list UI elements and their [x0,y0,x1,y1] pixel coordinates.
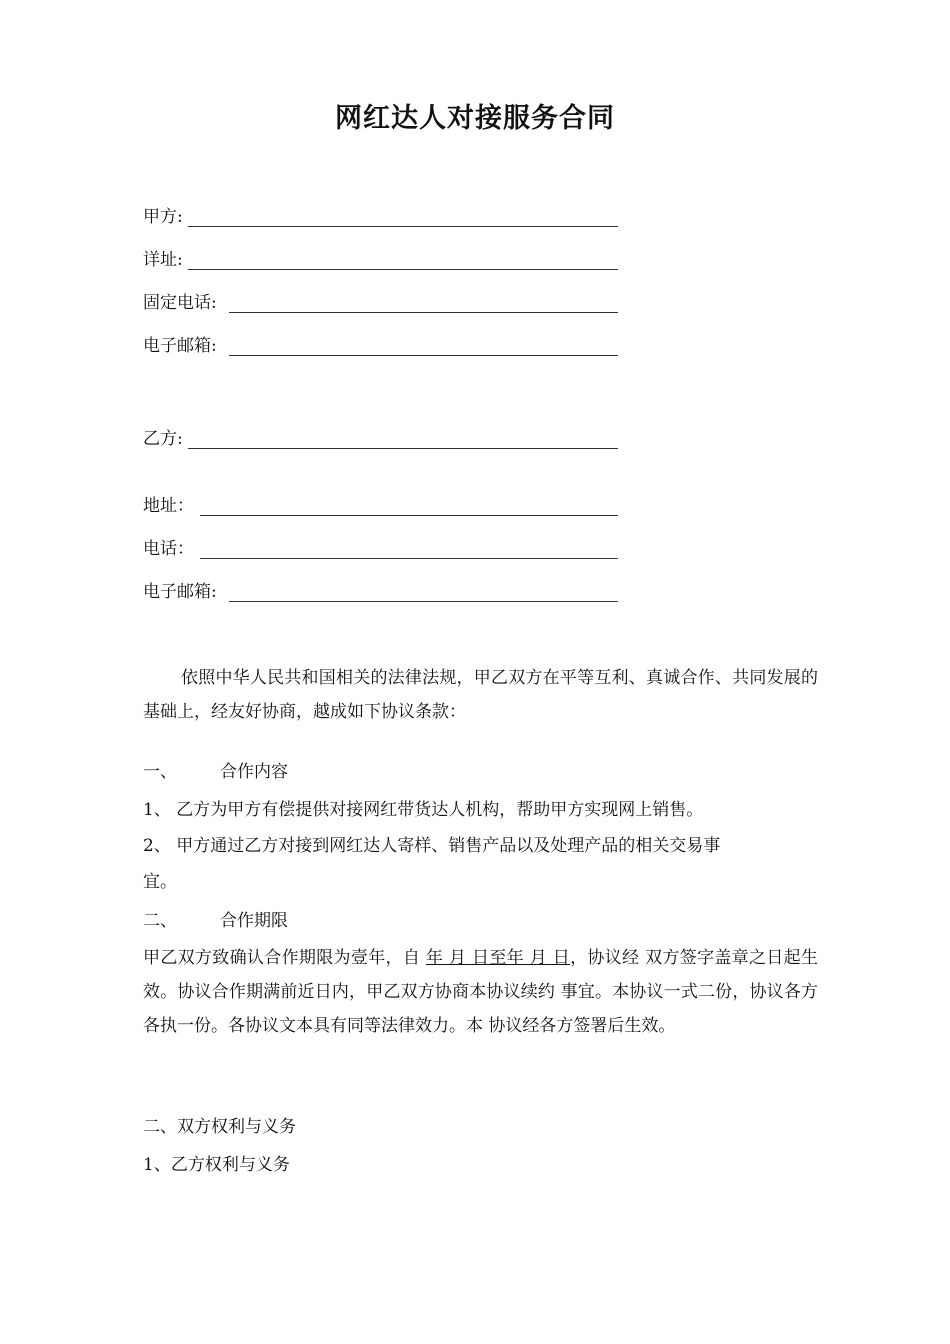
party-a-phone-blank [229,312,618,313]
party-a-email-label: 电子邮箱: [143,336,217,356]
section-1-number: 一、 [143,762,177,782]
party-a-name-blank [188,226,618,227]
party-b-name-label: 乙方: [143,429,183,449]
party-b-name-blank [188,448,618,449]
party-a-email-blank [229,355,618,356]
section-2-text-before: 甲乙双方致确认合作期限为壹年，自 [143,948,426,968]
party-b-phone-blank [200,558,618,559]
section-2-paragraph [143,941,818,1043]
party-a-address-label: 详址: [143,250,183,270]
section-2-heading [143,906,288,936]
party-b-email-blank [229,601,618,602]
section-1-item-2-cont: 宜。 [143,872,177,892]
section-3-subheading: 1、乙方权利与义务 [143,1155,290,1175]
section-1-item-1: 1、 乙方为甲方有偿提供对接网红带货达人机构，帮助甲方实现网上销售。 [143,800,704,820]
section-2-date-range: 年 月 日至年 月 日 [425,948,571,968]
party-a-address-field [143,245,183,275]
party-a-phone-field [143,288,217,318]
section-2-title: 合作期限 [220,911,288,931]
party-a-name-field [143,202,183,232]
section-2-number: 二、 [143,911,177,931]
party-b-phone-field [143,534,194,564]
section-1-heading [143,757,288,787]
section-1-title: 合作内容 [220,762,288,782]
party-b-email-field [143,577,217,607]
party-b-phone-label: 电话： [143,539,194,559]
party-a-address-blank [188,269,618,270]
party-a-email-field [143,331,217,361]
party-b-address-label: 地址： [143,496,194,516]
document-title: 网红达人对接服务合同 [335,103,615,134]
section-3-heading: 二、双方权利与义务 [143,1117,296,1137]
intro-paragraph: 依照中华人民共和国相关的法律法规，甲乙双方在平等互利、真诚合作、共同发展的基础上，经友好协商，越成如下协议条款： [143,668,818,722]
party-b-address-blank [200,515,618,516]
section-2-text-after: ，协议经 双方签字盖章之日起生效。协议合作期满前近日内，甲乙双方协商本协议续约 事宜。本协议一式二份，协议各方各执一份。各协议文本具有同等法律效力。本 协议经各方签署后生效。 [143,948,819,1036]
party-a-name-label: 甲方: [143,207,183,227]
party-a-phone-label: 固定电话: [143,293,217,313]
party-b-name-field [143,424,183,454]
party-b-email-label: 电子邮箱: [143,582,217,602]
section-1-item-2: 2、 甲方通过乙方对接到网红达人寄样、销售产品以及处理产品的相关交易事 [143,836,721,856]
party-b-address-field [143,491,194,521]
